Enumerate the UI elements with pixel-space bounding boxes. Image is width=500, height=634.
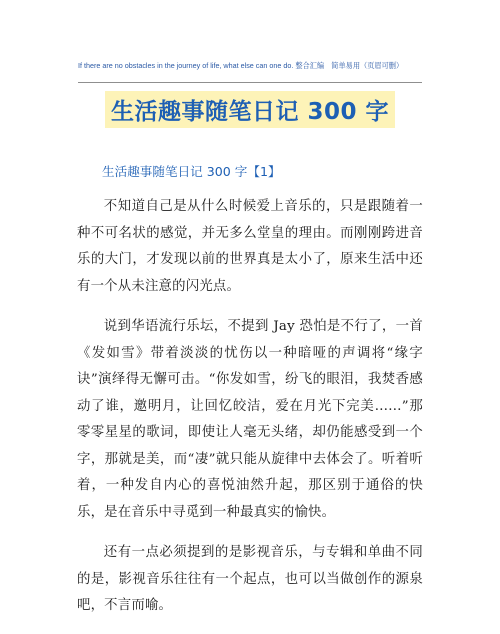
body-text <box>77 194 423 634</box>
page-header <box>78 61 418 71</box>
document-title-wrap <box>0 91 500 128</box>
section-heading: 生活趣事随笔日记 300 字【1】 <box>102 164 281 179</box>
paragraph: 还有一点必须提到的是影视音乐，与专辑和单曲不同的是，影视音乐往往有一个起点，也可以当做创作的源泉吧，不言而喻。 <box>77 545 423 613</box>
document-title: 生活趣事随笔日记 300 字 <box>105 91 395 128</box>
header-motto: If there are no obstacles in the journey of life, what else can one do. <box>78 61 294 70</box>
header-meta: 整合汇编 简单易用（页眉可删） <box>295 61 404 70</box>
paragraph: 说到华语流行乐坛，不提到 Jay 恐怕是不行了，一首《发如雪》带着淡淡的忧伤以一种暗哑的声调将“缘字诀”演绎得无懈可击。“你发如雪，纷飞的眼泪，我焚香感动了谁，邀明月，让回忆皎洁，爱在月光下完美……”那零零星星的歌词，即使让人毫无头绪，却仍能感受到一个字，那就是美，而“凄”就只能从旋律中去体会了。听着听着，一种发自内心的喜悦油然升起，那区别于通俗的快乐，是在音乐中寻觅到一种最真实的愉快。 <box>77 319 423 520</box>
paragraph: 不知道自己是从什么时候爱上音乐的，只是跟随着一种不可名状的感觉，并无多么堂皇的理由。而刚刚跨进音乐的大门，才发现以前的世界真是太小了，原来生活中还有一个从未注意的闪光点。 <box>77 199 423 294</box>
header-divider <box>78 82 422 83</box>
